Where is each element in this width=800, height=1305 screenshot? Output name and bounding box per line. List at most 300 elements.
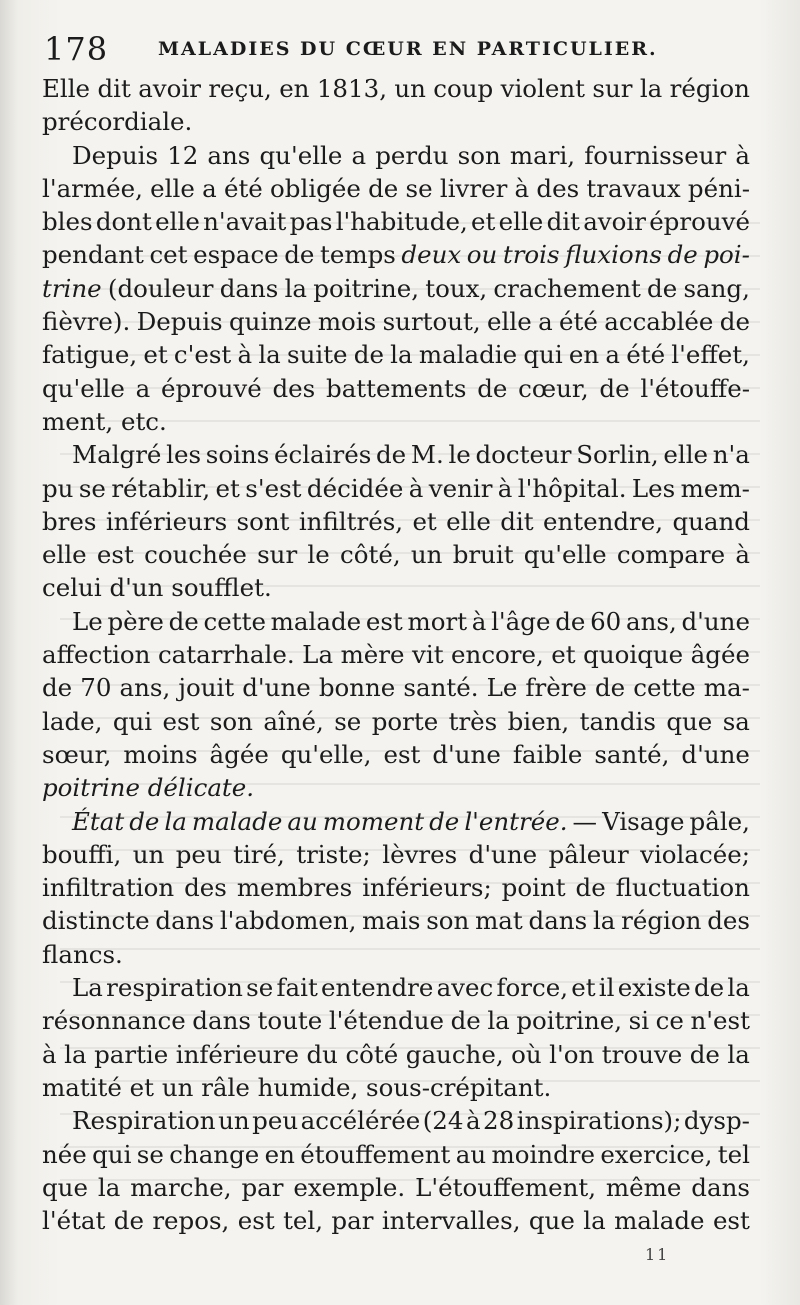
- word: l'abdomen,: [219, 906, 357, 936]
- word: Depuis: [72, 140, 159, 170]
- word: l'habitude,: [335, 207, 468, 237]
- word: battements: [326, 373, 467, 403]
- word: inférieurs: [105, 506, 228, 536]
- word: 28: [483, 1106, 515, 1136]
- word: les: [166, 440, 202, 470]
- word: cette: [203, 606, 266, 636]
- word: soins: [205, 440, 270, 470]
- word: sur: [592, 74, 633, 103]
- word: région: [621, 906, 702, 936]
- word: râle: [201, 1072, 250, 1102]
- word: et: [412, 506, 437, 536]
- word: à: [408, 473, 424, 503]
- word: cette: [633, 673, 696, 703]
- word: cet: [149, 240, 188, 270]
- word: malade: [614, 1206, 705, 1236]
- word: La: [72, 973, 103, 1003]
- word: un: [218, 1106, 250, 1136]
- text-line: [42, 638, 750, 671]
- word: accablée: [604, 307, 714, 337]
- word: par: [331, 1206, 374, 1236]
- word: été: [223, 173, 263, 203]
- word: malade: [191, 806, 283, 836]
- word: dans: [691, 1172, 750, 1202]
- word: éprouvé: [160, 373, 262, 403]
- word: L'étouffement,: [415, 1172, 597, 1202]
- word: de: [284, 240, 315, 270]
- word: a: [538, 307, 553, 337]
- word: de: [667, 240, 698, 270]
- text-line: [42, 205, 750, 238]
- word: fournisseur: [584, 140, 727, 170]
- word: se: [405, 173, 433, 203]
- word: a: [351, 140, 367, 170]
- word: faible: [512, 739, 583, 769]
- word: fait: [276, 973, 318, 1003]
- word: mari,: [509, 140, 576, 170]
- text-line: [42, 871, 750, 904]
- text-line: [42, 472, 750, 505]
- word: mais: [362, 906, 421, 936]
- word: catarrhale.: [157, 640, 295, 670]
- text-line: [42, 738, 750, 771]
- word: et: [215, 473, 240, 503]
- word: ans,: [119, 673, 171, 703]
- word: compare: [616, 540, 726, 570]
- word: santé,: [594, 739, 670, 769]
- word: de: [353, 340, 384, 370]
- word: repos,: [152, 1206, 230, 1236]
- word: la: [727, 1039, 750, 1069]
- word: éclairés: [273, 440, 372, 470]
- word: fluctuation: [615, 873, 750, 903]
- word: quinze: [228, 307, 312, 337]
- word: la: [258, 340, 281, 370]
- word: force,: [496, 973, 568, 1003]
- word: peu: [252, 1106, 299, 1136]
- running-title: MALADIES DU CŒUR EN PARTICULIER.: [158, 38, 658, 60]
- word: étouffement: [300, 1139, 451, 1169]
- word: (douleur: [107, 273, 214, 303]
- word: elle: [446, 506, 491, 536]
- word: bouffi,: [42, 839, 122, 869]
- word: père: [107, 606, 164, 636]
- word: l'étouffe-: [640, 373, 750, 403]
- word: au: [455, 1139, 487, 1169]
- text-line: [42, 172, 750, 205]
- word: partie: [94, 1039, 169, 1069]
- word: toute: [257, 1006, 323, 1036]
- word: elle: [498, 207, 544, 237]
- word: jouit: [178, 673, 235, 703]
- word: humide,: [257, 1072, 359, 1102]
- word: décidée: [306, 473, 404, 503]
- word: résonnance: [42, 1006, 186, 1036]
- text-line: [42, 305, 750, 338]
- word: État: [72, 806, 125, 836]
- word: dans: [192, 1006, 251, 1036]
- text-line: [42, 1138, 750, 1171]
- word: pendant: [42, 240, 144, 270]
- word: côté,: [340, 540, 401, 570]
- word: 12: [167, 140, 199, 170]
- word: quoique: [583, 640, 684, 670]
- word: couchée: [144, 540, 247, 570]
- word: sont: [236, 506, 290, 536]
- word: ans: [207, 140, 251, 170]
- word: de: [595, 673, 626, 703]
- word: affection: [42, 640, 151, 670]
- word: de: [599, 373, 630, 403]
- word: à: [514, 173, 530, 203]
- word: du: [306, 1039, 338, 1069]
- word: poitrine: [42, 773, 140, 803]
- word: à: [735, 540, 750, 570]
- word: celui: [42, 573, 102, 603]
- word: de: [42, 673, 73, 703]
- text-line: [42, 1171, 750, 1204]
- word: à: [42, 1039, 57, 1069]
- text-line: [42, 805, 750, 838]
- word: la: [583, 1206, 606, 1236]
- word: des: [272, 373, 316, 403]
- word: peu: [175, 839, 222, 869]
- word: la: [390, 340, 413, 370]
- word: perdu: [375, 140, 449, 170]
- word: gauche,: [405, 1039, 504, 1069]
- word: bonne: [318, 673, 396, 703]
- word: bres: [42, 506, 97, 536]
- word: vit: [412, 640, 444, 670]
- word: n'avait: [203, 207, 287, 237]
- word: l'on: [549, 1039, 595, 1069]
- word: fluxions: [565, 240, 663, 270]
- word: surtout,: [382, 307, 481, 337]
- word: par: [241, 1172, 284, 1202]
- text-line: [42, 538, 750, 571]
- word: dit: [546, 207, 580, 237]
- word: de: [719, 307, 750, 337]
- word: est: [383, 739, 421, 769]
- word: se: [246, 973, 274, 1003]
- word: de: [113, 1206, 144, 1236]
- word: dont: [95, 207, 152, 237]
- word: la: [727, 973, 750, 1003]
- folio-mark: 11: [645, 1245, 670, 1264]
- text-line: [42, 705, 750, 738]
- word: d'une: [681, 606, 750, 636]
- word: santé.: [403, 673, 479, 703]
- word: temps: [320, 240, 396, 270]
- word: l'effet,: [671, 340, 750, 370]
- word: tel,: [283, 1206, 324, 1236]
- word: —: [572, 806, 598, 836]
- word: en: [279, 74, 310, 103]
- word: bien,: [507, 706, 570, 736]
- word: et: [551, 640, 576, 670]
- word: qui: [523, 340, 563, 370]
- word: se: [334, 706, 362, 736]
- word: au: [287, 806, 318, 836]
- word: lèvres: [382, 839, 458, 869]
- word: deux: [401, 240, 462, 270]
- text-line: [42, 505, 750, 538]
- word: se: [136, 1139, 164, 1169]
- word: de: [575, 873, 606, 903]
- word: trouve: [601, 1039, 683, 1069]
- word: ans,: [626, 606, 677, 636]
- word: dans: [219, 273, 279, 303]
- word: entendre,: [542, 506, 664, 536]
- word: obligée: [270, 173, 361, 203]
- word: inférieure: [175, 1039, 299, 1069]
- word: Visage: [602, 806, 685, 836]
- word: éprouvé: [649, 207, 750, 237]
- word: aîné,: [263, 706, 324, 736]
- word: frère: [525, 673, 587, 703]
- word: a: [202, 173, 217, 203]
- word: la: [487, 1006, 510, 1036]
- word: maladie: [418, 340, 518, 370]
- word: de: [689, 1039, 720, 1069]
- word: fatigue,: [42, 340, 138, 370]
- word: qu'elle: [42, 373, 125, 403]
- word: exercice,: [600, 1139, 713, 1169]
- word: fièvre).: [42, 307, 131, 337]
- word: ce: [655, 1006, 684, 1036]
- word: matité: [42, 1072, 122, 1102]
- text-line: [42, 272, 750, 305]
- text-line: [42, 405, 750, 438]
- word: à: [471, 606, 487, 636]
- word: 60: [590, 606, 622, 636]
- word: trine: [42, 273, 102, 303]
- word: moment: [322, 806, 425, 836]
- word: à: [465, 1106, 481, 1136]
- word: inférieurs;: [362, 873, 492, 903]
- word: de: [129, 806, 160, 836]
- word: poitrine,: [516, 1006, 623, 1036]
- word: mem-: [680, 473, 750, 503]
- word: de: [647, 273, 678, 303]
- word: elle: [42, 540, 87, 570]
- word: âgée: [209, 739, 269, 769]
- word: qui: [112, 706, 153, 736]
- word: Les: [631, 473, 676, 503]
- word: est: [96, 540, 134, 570]
- word: de: [168, 606, 199, 636]
- word: elle: [150, 173, 195, 203]
- word: 70: [80, 673, 112, 703]
- word: a: [605, 340, 621, 370]
- text-line: [42, 238, 750, 271]
- word: la: [639, 74, 663, 103]
- word: malade: [270, 606, 362, 636]
- word: est: [365, 606, 403, 636]
- word: elle: [663, 440, 709, 470]
- text-line: [42, 771, 750, 804]
- word: s'est: [245, 473, 302, 503]
- word: que: [42, 1172, 88, 1202]
- word: toux,: [425, 273, 488, 303]
- text-line: [42, 338, 750, 371]
- word: marche,: [130, 1172, 232, 1202]
- word: que: [528, 1206, 575, 1236]
- word: intervalles,: [381, 1206, 521, 1236]
- text-line: [42, 605, 750, 638]
- word: mère: [340, 640, 405, 670]
- word: l'armée,: [42, 173, 143, 203]
- word: de: [375, 440, 407, 470]
- word: la: [64, 1039, 87, 1069]
- text-line: [42, 1004, 750, 1037]
- word: d'un: [109, 573, 164, 603]
- text-line: [42, 1071, 750, 1104]
- word: livrer: [439, 173, 508, 203]
- word: tiré,: [233, 839, 285, 869]
- text-line: [42, 105, 750, 138]
- word: en: [568, 340, 600, 370]
- word: pas: [289, 207, 333, 237]
- word: d'une: [468, 839, 538, 869]
- word: 1813,: [316, 74, 387, 103]
- word: dans: [528, 906, 588, 936]
- word: si: [628, 1006, 650, 1036]
- word: reçu,: [208, 74, 272, 103]
- word: la: [97, 1172, 121, 1202]
- text-line: [42, 139, 750, 172]
- word: et: [471, 207, 496, 237]
- word: M.: [410, 440, 444, 470]
- word: précordiale.: [42, 107, 193, 137]
- word: rétablir,: [111, 473, 211, 503]
- word: soufflet.: [171, 573, 272, 603]
- word: âgée: [690, 640, 750, 670]
- word: suite: [287, 340, 348, 370]
- word: où: [511, 1039, 542, 1069]
- word: le: [307, 540, 330, 570]
- text-line: [42, 1204, 750, 1237]
- word: tandis: [579, 706, 656, 736]
- word: moindre: [491, 1139, 595, 1169]
- word: dit: [97, 74, 131, 103]
- word: pu: [42, 473, 74, 503]
- text-line: [42, 1038, 750, 1071]
- word: mois: [317, 307, 377, 337]
- word: un: [394, 74, 426, 103]
- word: région: [669, 74, 750, 103]
- word: quand: [672, 506, 750, 536]
- word: un: [132, 839, 165, 869]
- text-line: [42, 838, 750, 871]
- word: de: [555, 606, 586, 636]
- word: coup: [433, 74, 494, 103]
- word: dit: [500, 506, 534, 536]
- word: été: [559, 307, 598, 337]
- text-line: [42, 72, 750, 105]
- word: des: [707, 906, 750, 936]
- word: l'étendue: [328, 1006, 444, 1036]
- word: se: [78, 473, 106, 503]
- word: cœur,: [518, 373, 589, 403]
- word: qu'elle,: [280, 739, 372, 769]
- word: Malgré: [72, 440, 162, 470]
- text-line: [42, 438, 750, 471]
- page-number: 178: [44, 30, 109, 68]
- word: l'âge: [491, 606, 551, 636]
- word: Le: [486, 673, 518, 703]
- word: des: [184, 873, 227, 903]
- word: ment,: [42, 406, 114, 436]
- word: dans: [155, 906, 215, 936]
- word: l'état: [42, 1206, 106, 1236]
- word: pâleur: [548, 839, 629, 869]
- word: sang,: [683, 273, 750, 303]
- word: la: [284, 273, 308, 303]
- word: existe: [617, 973, 691, 1003]
- word: Depuis: [136, 307, 223, 337]
- word: point: [501, 873, 566, 903]
- word: docteur: [475, 440, 572, 470]
- text-line: [42, 372, 750, 405]
- word: violent: [500, 74, 585, 103]
- text-line: [42, 1104, 750, 1137]
- word: venir: [428, 473, 493, 503]
- word: poi-: [703, 240, 750, 270]
- word: Respiration: [72, 1106, 216, 1136]
- word: n'est: [690, 1006, 750, 1036]
- word: pâle,: [689, 806, 750, 836]
- word: (24: [422, 1106, 464, 1136]
- word: à: [497, 473, 513, 503]
- word: délicate.: [147, 773, 255, 803]
- word: des: [536, 173, 580, 203]
- word: moins: [123, 739, 198, 769]
- word: son: [457, 140, 501, 170]
- word: inspirations);: [516, 1106, 682, 1136]
- word: travaux: [586, 173, 681, 203]
- word: d'une: [242, 673, 311, 703]
- text-line: [42, 671, 750, 704]
- word: est: [162, 706, 200, 736]
- word: côté: [345, 1039, 399, 1069]
- word: née: [42, 1139, 87, 1169]
- word: et: [571, 973, 596, 1003]
- word: sœur,: [42, 739, 112, 769]
- word: Sorlin,: [576, 440, 659, 470]
- word: l'hôpital.: [517, 473, 627, 503]
- word: triste;: [296, 839, 371, 869]
- word: de: [429, 806, 460, 836]
- word: elle: [155, 207, 200, 237]
- text-line: [42, 971, 750, 1004]
- word: un: [410, 540, 443, 570]
- word: elle: [487, 307, 532, 337]
- word: La: [302, 640, 334, 670]
- word: avoir: [583, 207, 646, 237]
- word: infiltrés,: [298, 506, 404, 536]
- word: n'a: [712, 440, 750, 470]
- word: le: [448, 440, 471, 470]
- word: a: [135, 373, 151, 403]
- word: sur: [257, 540, 298, 570]
- word: violacée;: [640, 839, 750, 869]
- word: dysp-: [683, 1106, 750, 1136]
- word: de: [693, 973, 725, 1003]
- word: son: [209, 706, 253, 736]
- word: mort: [407, 606, 468, 636]
- word: lade,: [42, 706, 103, 736]
